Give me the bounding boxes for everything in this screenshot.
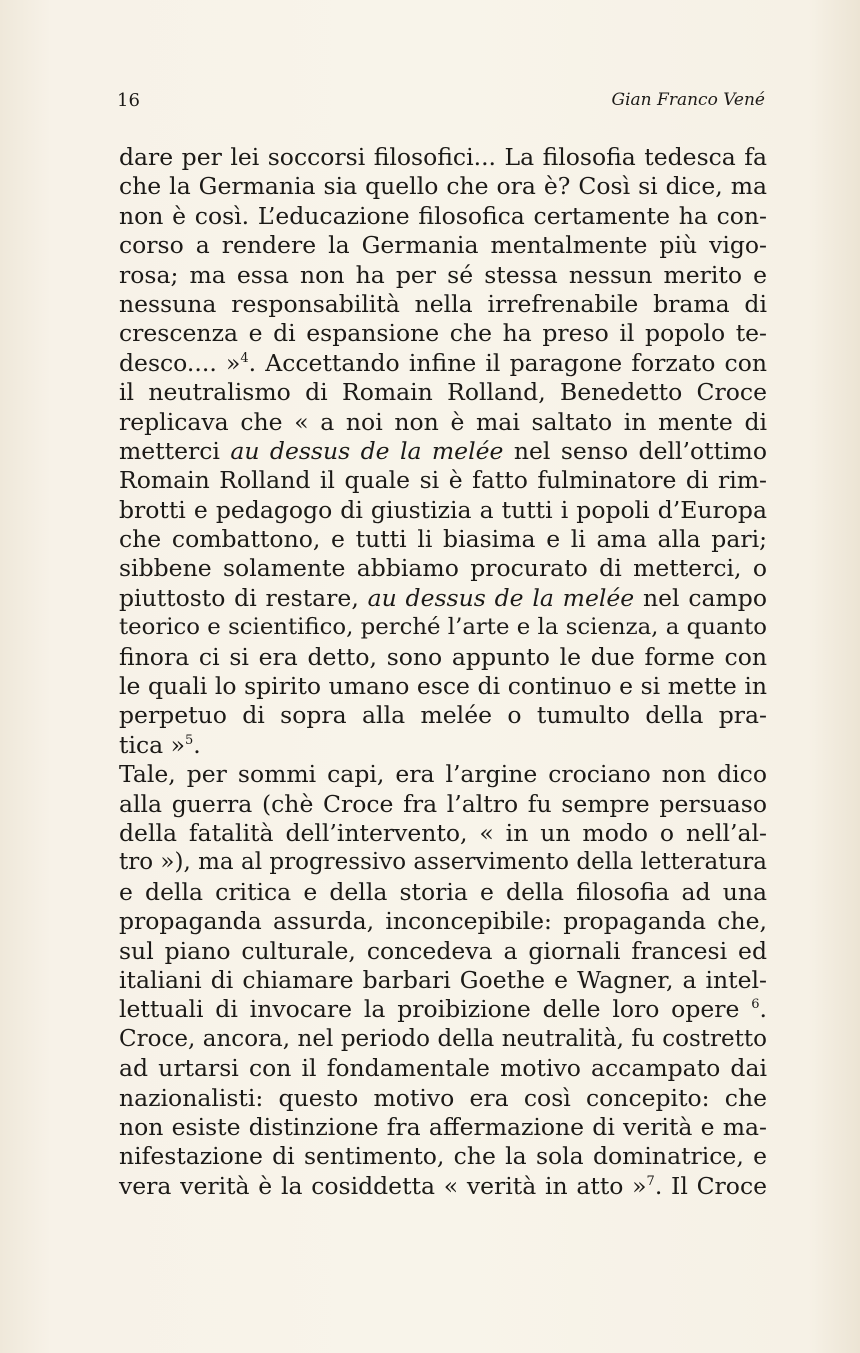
text-segment: nazionalisti: questo motivo era così concepito: che <box>119 1083 767 1112</box>
text-segment: teorico e scientifico, perché l’arte e la scienza, a quanto <box>119 614 767 641</box>
text-line <box>119 261 767 290</box>
text-segment: tro »), ma al progressivo asservimento della letteratura <box>119 849 767 876</box>
text-line <box>119 437 767 466</box>
text-segment: propaganda assurda, inconcepibile: propaganda che, <box>119 907 767 936</box>
text-segment: desco.... » <box>119 348 241 377</box>
text-segment: alla guerra (chè Croce fra l’altro fu sempre persuaso <box>119 789 767 818</box>
text-line <box>119 290 767 319</box>
text-segment: della fatalità dell’intervento, « in un modo o nell’al- <box>119 818 767 847</box>
text-segment: nessuna responsabilità nella irrefrenabile brama di <box>119 289 767 318</box>
text-segment: che combattono, e tutti li biasima e li ama alla pari; <box>119 525 767 554</box>
text-segment: sibbene solamente abbiamo procurato di metterci, o <box>119 554 767 583</box>
text-line <box>119 349 767 378</box>
text-segment: non esiste distinzione fra affermazione di verità e ma- <box>119 1112 767 1141</box>
italic-phrase: au dessus de la melée <box>367 583 635 612</box>
text-line <box>119 172 767 201</box>
text-line <box>119 231 767 260</box>
text-line <box>119 907 767 936</box>
text-segment: perpetuo di sopra alla melée o tumulto della pra- <box>119 701 767 730</box>
text-line <box>119 760 767 789</box>
text-segment: italiani di chiamare barbari Goethe e Wagner, a intel- <box>119 965 767 994</box>
text-line <box>119 878 767 907</box>
text-line <box>119 143 767 172</box>
page-number: 16 <box>117 90 140 111</box>
text-segment: . Accettando infine il paragone forzato con <box>248 348 767 377</box>
text-line <box>119 319 767 348</box>
text-segment: Tale, per sommi capi, era l’argine crociano non dico <box>119 760 767 789</box>
text-line <box>119 496 767 525</box>
text-segment: ad urtarsi con il fondamentale motivo accampato dai <box>119 1054 767 1083</box>
italic-phrase: au dessus de la melée <box>230 436 504 465</box>
text-segment: crescenza e di espansione che ha preso il popolo te- <box>119 319 767 348</box>
text-line <box>119 672 767 701</box>
text-line <box>119 554 767 583</box>
text-line <box>119 1172 767 1201</box>
text-line <box>119 966 767 995</box>
text-segment: Romain Rolland il quale si è fatto fulminatore di rim- <box>119 466 767 495</box>
running-head: Gian Franco Vené <box>611 90 765 110</box>
body-text <box>119 143 767 1201</box>
text-segment: sul piano culturale, concedeva a giornali francesi ed <box>119 936 767 965</box>
text-segment: e della critica e della storia e della filosofia ad una <box>119 877 767 906</box>
footnote-marker: 7 <box>646 1173 655 1189</box>
footnote-marker: 4 <box>240 350 249 366</box>
text-line <box>119 525 767 554</box>
text-segment: che la Germania sia quello che ora è? Così si dice, ma <box>119 172 767 201</box>
text-segment: replicava che « a noi non è mai saltato in mente di <box>119 407 767 436</box>
text-line <box>119 1142 767 1171</box>
text-line <box>119 466 767 495</box>
text-segment: dare per lei soccorsi filosofici... La filosofia tedesca fa <box>119 143 767 171</box>
text-segment: nel campo <box>634 583 767 612</box>
text-line <box>119 701 767 730</box>
text-segment: rosa; ma essa non ha per sé stessa nessun merito e <box>119 260 767 289</box>
text-segment: vera verità è la cosiddetta « verità in atto » <box>119 1171 647 1200</box>
text-segment: Croce, ancora, nel periodo della neutralità, fu costretto <box>119 1025 767 1052</box>
text-segment: lettuali di invocare la proibizione delle loro opere <box>119 995 752 1024</box>
text-line <box>119 378 767 407</box>
text-segment: brotti e pedagogo di giustizia a tutti i popoli d’Europa <box>119 495 767 524</box>
text-line <box>119 995 767 1024</box>
text-line <box>119 937 767 966</box>
text-line <box>119 1025 767 1054</box>
text-segment: . <box>759 995 767 1024</box>
text-segment: tica » <box>119 730 185 759</box>
text-segment: nel senso dell’ottimo <box>503 436 767 465</box>
footnote-marker: 5 <box>184 732 194 748</box>
text-segment: piuttosto di restare, <box>119 583 368 612</box>
text-segment: il neutralismo di Romain Rolland, Benedetto Croce <box>119 378 767 407</box>
text-segment: le quali lo spirito umano esce di continuo e si mette in <box>119 672 767 701</box>
text-line <box>119 613 767 642</box>
text-line <box>119 643 767 672</box>
text-segment: corso a rendere la Germania mentalmente più vigo- <box>119 231 767 260</box>
text-segment: non è così. L’educazione filosofica certamente ha con- <box>119 201 767 230</box>
text-line <box>119 790 767 819</box>
text-line <box>119 1054 767 1083</box>
text-segment: finora ci si era detto, sono appunto le due forme con <box>119 642 767 671</box>
footnote-marker: 6 <box>751 997 760 1013</box>
text-line <box>119 1084 767 1113</box>
text-line <box>119 731 767 760</box>
text-segment: metterci <box>119 436 231 465</box>
text-line <box>119 584 767 613</box>
text-segment: . Il Croce <box>654 1171 768 1200</box>
text-line <box>119 202 767 231</box>
text-line <box>119 408 767 437</box>
text-segment: nifestazione di sentimento, che la sola dominatrice, e <box>119 1142 767 1171</box>
text-line <box>119 1113 767 1142</box>
text-line <box>119 848 767 877</box>
text-segment: . <box>193 730 201 759</box>
text-line <box>119 819 767 848</box>
